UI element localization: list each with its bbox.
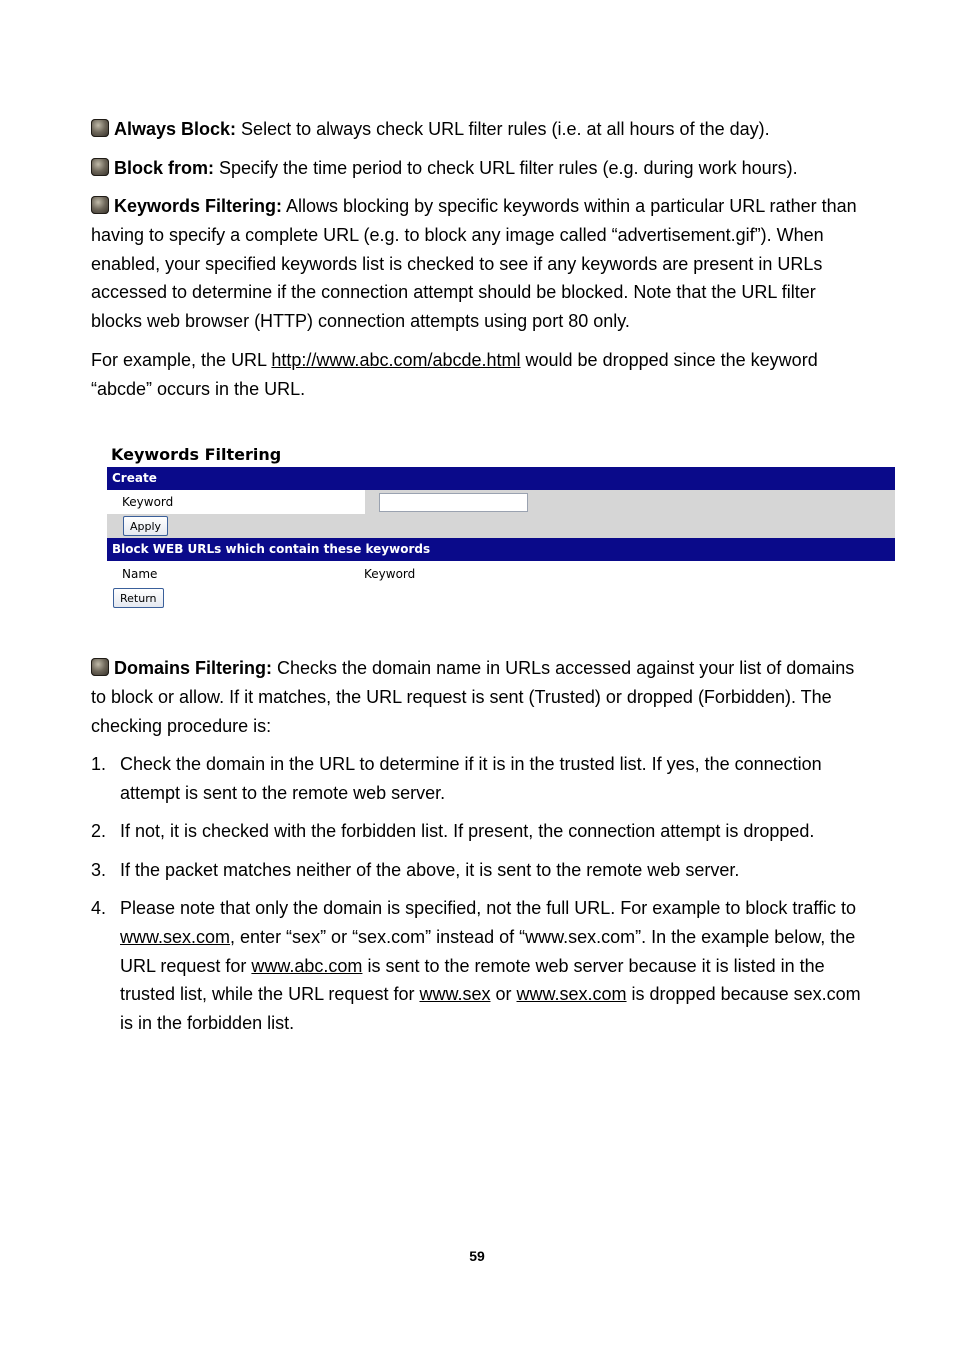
sex-link[interactable]: www.sex xyxy=(419,984,491,1005)
block-urls-header: Block WEB URLs which contain these keywords xyxy=(107,538,895,561)
always-block-text: Select to always check URL filter rules (i.e. at all hours of the day). xyxy=(236,119,770,139)
abc-com-link[interactable]: www.abc.com xyxy=(251,955,363,976)
bullet-icon xyxy=(91,196,109,214)
block-from-paragraph xyxy=(91,154,871,183)
list-text: , enter “sex” or “sex.com” instead of “www.sex.com”. In the example below, the URL request for xyxy=(120,926,856,976)
list-text: is sent to the remote web server because it is listed in the trusted list, while the URL request for xyxy=(120,955,825,1005)
keyword-input[interactable] xyxy=(379,493,528,512)
list-text: Check the domain in the URL to determine if it is in the trusted list. If yes, the connection attempt is sent to the remote web server. xyxy=(120,754,822,803)
return-button[interactable]: Return xyxy=(113,588,164,608)
example-url-link[interactable]: http://www.abc.com/abcde.html xyxy=(271,350,521,370)
page-number: 59 xyxy=(469,1248,485,1264)
list-item xyxy=(91,817,871,846)
keyword-list-header xyxy=(107,561,895,585)
procedure-list xyxy=(91,750,871,1038)
keyword-row xyxy=(107,490,895,514)
keywords-filtering-paragraph xyxy=(91,192,871,336)
domains-filtering-title: Domains Filtering: xyxy=(114,658,273,678)
list-item xyxy=(91,750,871,808)
example-paragraph xyxy=(91,346,871,404)
block-from-title: Block from: xyxy=(114,158,215,178)
keyword-input-cell xyxy=(365,490,895,514)
list-number: 1. xyxy=(91,754,107,774)
list-text: Please note that only the domain is specified, not the full URL. For example to block traffic to xyxy=(120,897,857,918)
example-text-post: would be dropped since the keyword “abcde” occurs in the URL. xyxy=(91,350,818,399)
block-from-text: Specify the time period to check URL filter rules (e.g. during work hours). xyxy=(214,158,798,178)
panel-title: Keywords Filtering xyxy=(111,445,282,464)
list-text: or xyxy=(490,984,517,1005)
apply-button[interactable]: Apply xyxy=(123,516,168,536)
list-text: If not, it is checked with the forbidden list. If present, the connection attempt is dropped. xyxy=(120,821,815,842)
bullet-icon xyxy=(91,119,109,137)
sex-com-link-2[interactable]: www.sex.com xyxy=(516,984,627,1005)
list-number: 4. xyxy=(91,897,107,918)
apply-row xyxy=(107,514,895,538)
keywords-filtering-panel xyxy=(107,443,895,611)
keywords-filtering-title: Keywords Filtering: xyxy=(114,196,283,216)
domains-filtering-paragraph xyxy=(91,654,871,740)
list-text: is dropped because sex.com is in the forbidden list. xyxy=(120,984,861,1034)
bullet-icon xyxy=(91,658,109,676)
return-row xyxy=(107,585,895,611)
sex-com-link[interactable]: www.sex.com xyxy=(120,926,231,947)
create-header: Create xyxy=(107,467,895,490)
bullet-icon xyxy=(91,158,109,176)
keyword-column-header: Keyword xyxy=(364,567,416,581)
list-text: If the packet matches neither of the above, it is sent to the remote web server. xyxy=(120,859,740,880)
always-block-paragraph xyxy=(91,115,871,144)
list-number: 2. xyxy=(91,821,107,842)
example-text-pre: For example, the URL xyxy=(91,350,272,370)
keywords-filtering-text: Allows blocking by specific keywords within a particular URL rather than having to specify a complete URL (e.g. to block any image called “advertisement.gif”). When enabled, your specified keywords list is checked to see if any keywords are present in URLs accessed to determine if the connection attempt should be blocked. Note that the URL filter blocks web browser (HTTP) connection attempts using port 80 only. xyxy=(91,196,857,332)
keyword-label: Keyword xyxy=(107,490,365,514)
always-block-title: Always Block: xyxy=(114,119,237,139)
list-number: 3. xyxy=(91,859,107,880)
list-item xyxy=(91,894,871,1038)
domains-filtering-text: Checks the domain name in URLs accessed against your list of domains to block or allow. If it matches, the URL request is sent (Trusted) or dropped (Forbidden). The checking procedure is: xyxy=(91,658,855,736)
list-item xyxy=(91,856,871,885)
name-column-header: Name xyxy=(122,567,158,581)
